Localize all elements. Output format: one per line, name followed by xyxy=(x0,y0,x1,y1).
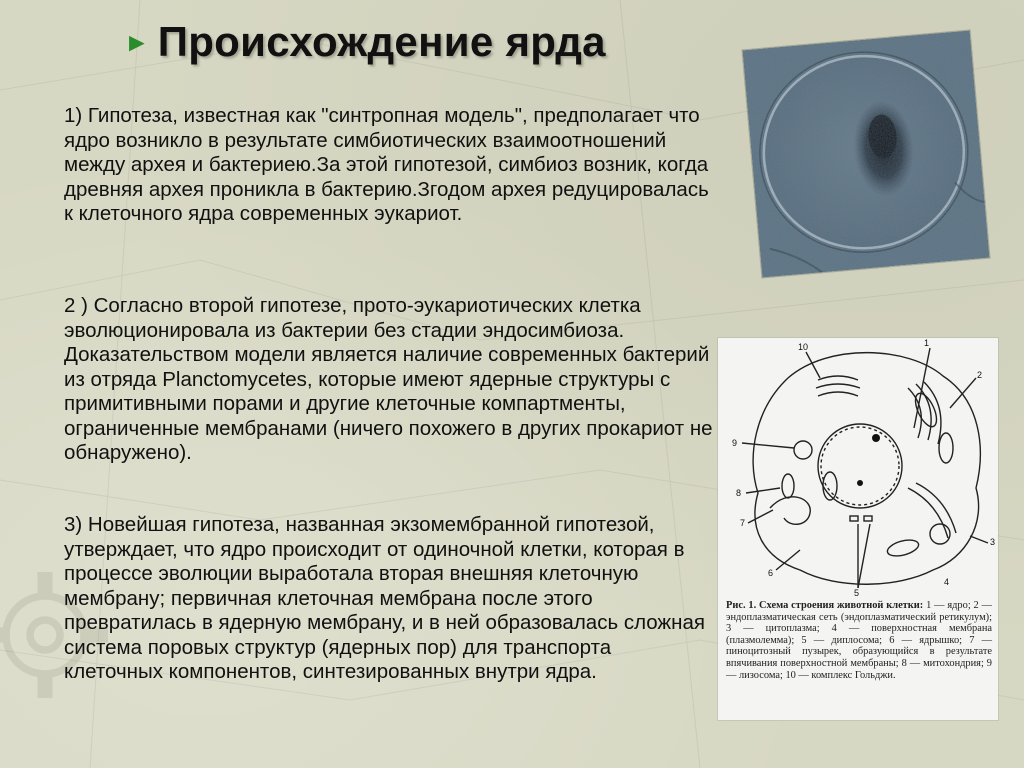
diagram-label-2: 2 xyxy=(977,370,983,380)
triangle-right-icon: ► xyxy=(124,27,150,57)
slide-title-text: Происхождение ярда xyxy=(157,18,606,65)
diagram-label-1: 1 xyxy=(924,338,930,348)
nucleus-micrograph xyxy=(742,30,989,277)
diagram-label-8: 8 xyxy=(736,488,742,498)
diagram-label-9: 9 xyxy=(732,438,738,448)
diagram-label-6: 6 xyxy=(768,568,774,578)
diagram-label-10: 10 xyxy=(798,342,809,352)
diagram-label-7: 7 xyxy=(740,518,746,528)
cell-diagram-figure xyxy=(718,338,998,720)
hypothesis-3-paragraph: 3) Новейшая гипотеза, названная экзомембранной гипотезой, утверждает, что ядро происходит от одиночной клетки, которая в процессе эволюции выработала вторая внешняя клеточную мембрану; первичная клеточная мембрана после этого превратилась в ядерную мембрану, и в ней образовалась сложная система поровых структур (ядерных пор) для транспорта клеточных компонентов, синтезированных внутри ядра. xyxy=(64,513,705,683)
figure-caption-heading: Рис. 1. Схема строения животной клетки: xyxy=(726,600,924,611)
figure-caption-body: 1 — ядро; 2 — эндоплазматическая сеть (эндоплазматический ретикулум); 3 — цитоплазма; 4 — поверхностная мембрана (плазмолемма); 5 — диплосома; 6 — ядрышко; 7 — пиноцитозный пузырек, образующийся в результате впячивания поверхностной мембраны; 8 — митохондрия; 9 — лизосома; 10 — комплекс Гольджи. xyxy=(726,600,992,681)
diagram-label-4: 4 xyxy=(944,577,950,587)
diagram-label-3: 3 xyxy=(990,537,996,547)
diagram-label-5: 5 xyxy=(854,588,860,596)
slide-title xyxy=(124,14,606,70)
hypothesis-1-paragraph: 1) Гипотеза, известная как "синтропная модель", предполагает что ядро возникло в результате симбиотических взаимоотношений между архея и бактериею.За этой гипотезой, симбиоз возник, когда древняя архея проникла в бактерию.Згодом архея редуцировалась к клеточного ядра современных эукариот. xyxy=(64,104,709,225)
hypothesis-2-paragraph: 2 ) Согласно второй гипотезе, прото-эукариотических клетка эволюционировала из бактерии без стадии эндосимбиоза. Доказательством модели является наличие современных бактерий из отряда Planctomycetes, которые имеют ядерные структуры с примитивными порами и другие клеточные компартменты, ограниченные мембранами (ничего похожего в других прокариот не обнаружено). xyxy=(64,294,713,464)
animal-cell-diagram xyxy=(718,338,998,596)
figure-caption xyxy=(726,600,992,681)
